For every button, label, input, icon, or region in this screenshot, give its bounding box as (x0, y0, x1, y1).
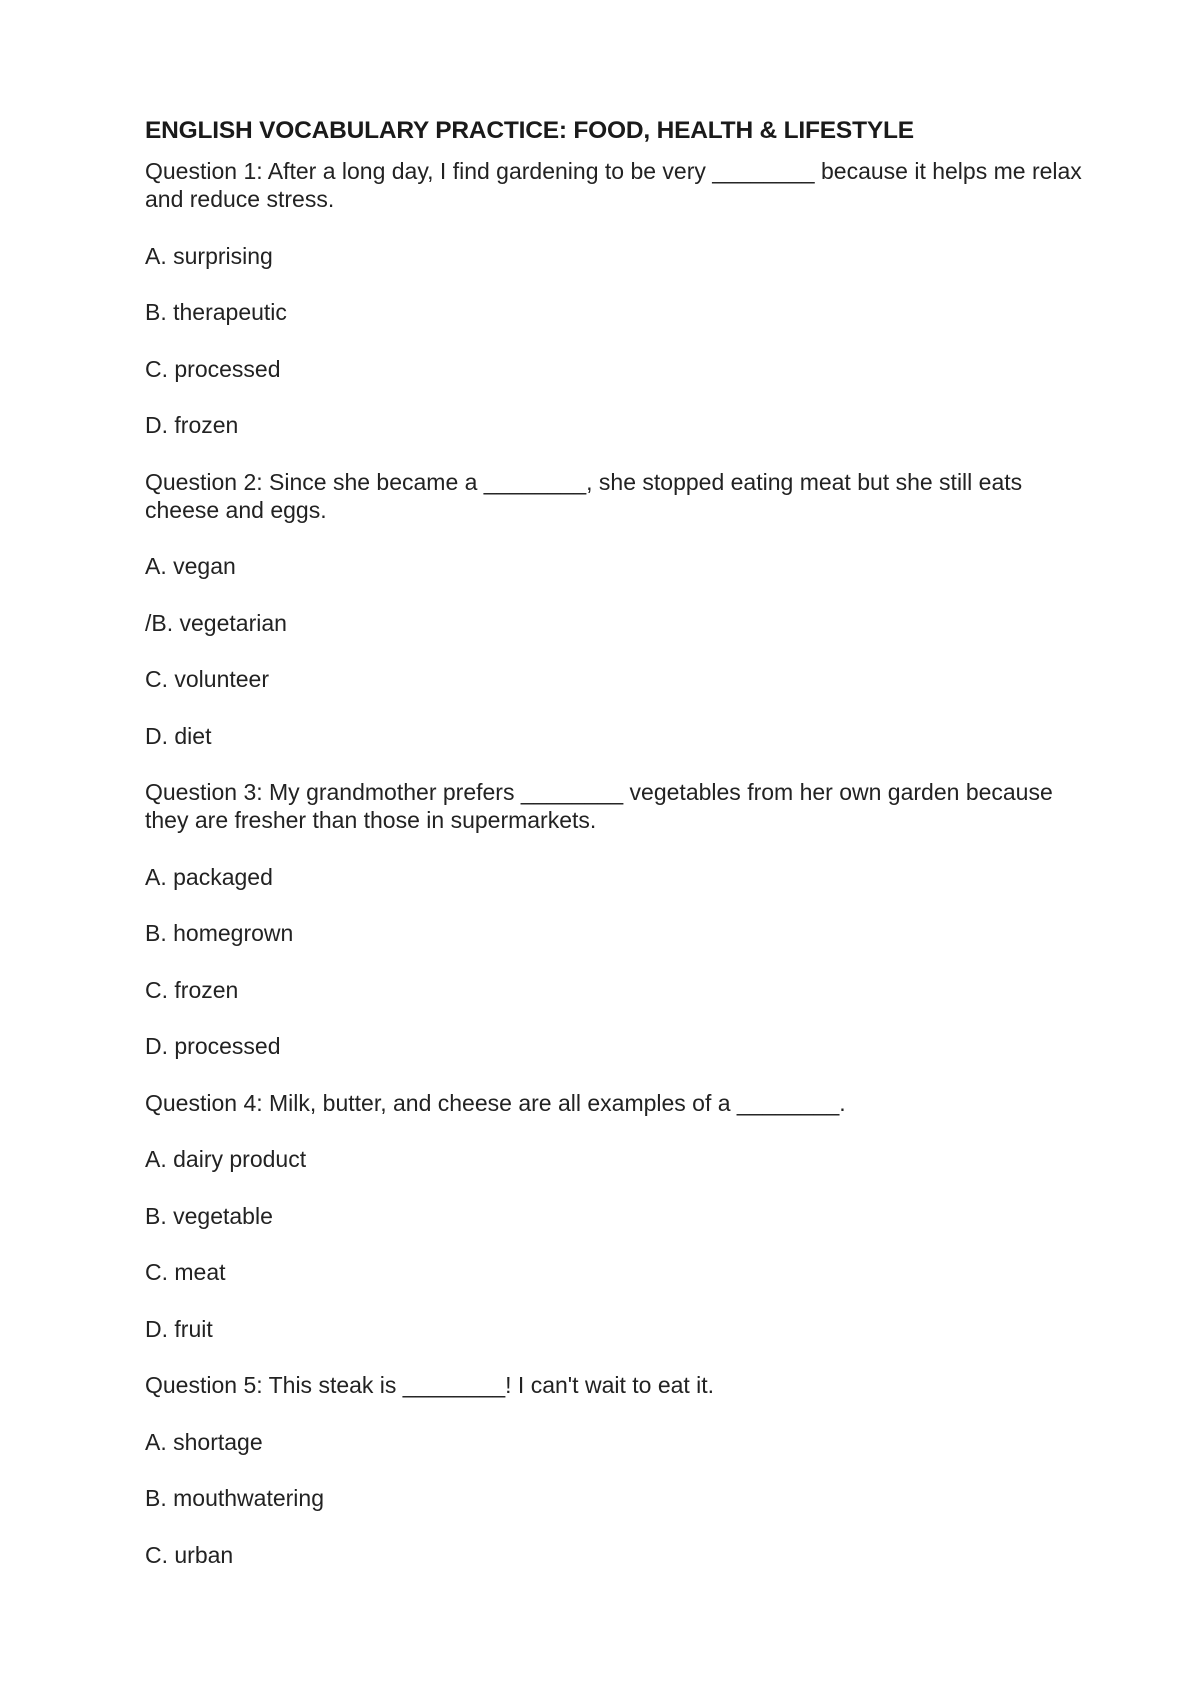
option: A. dairy product (145, 1146, 307, 1172)
option: B. mouthwatering (145, 1485, 324, 1511)
option: A. surprising (145, 242, 273, 269)
option: C. volunteer (145, 666, 270, 692)
option: B. vegetable (145, 1202, 273, 1229)
option: D. frozen (145, 412, 239, 438)
question-2: Question 2: Since she became a ________, she stopped eating meat but she still eats cheese and eggs. (145, 468, 1023, 523)
document-title: ENGLISH VOCABULARY PRACTICE: FOOD, HEALTH & LIFESTYLE (145, 117, 914, 144)
option: C. frozen (145, 976, 239, 1003)
option: D. diet (145, 722, 212, 749)
option: C. meat (145, 1259, 226, 1285)
question-3: Question 3: My grandmother prefers ________ vegetables from her own garden because they are fresher than those in supermarkets. (145, 779, 1053, 833)
option: C. processed (145, 355, 281, 382)
option: D. fruit (145, 1315, 213, 1342)
question-5: Question 5: This steak is ________! I can't wait to eat it. (145, 1372, 715, 1398)
option: A. packaged (145, 863, 273, 890)
option: C. urban (145, 1541, 234, 1568)
document-page (145, 116, 1095, 1597)
option: A. shortage (145, 1428, 263, 1455)
option: B. therapeutic (145, 299, 287, 325)
option: B. homegrown (145, 920, 294, 946)
option: A. vegan (145, 553, 236, 579)
question-4: Question 4: Milk, butter, and cheese are all examples of a ________. (145, 1089, 846, 1116)
option: D. processed (145, 1033, 281, 1059)
option: /B. vegetarian (145, 609, 287, 636)
question-1: Question 1: After a long day, I find gardening to be very ________ because it helps me relax and reduce stress. (145, 158, 1082, 212)
